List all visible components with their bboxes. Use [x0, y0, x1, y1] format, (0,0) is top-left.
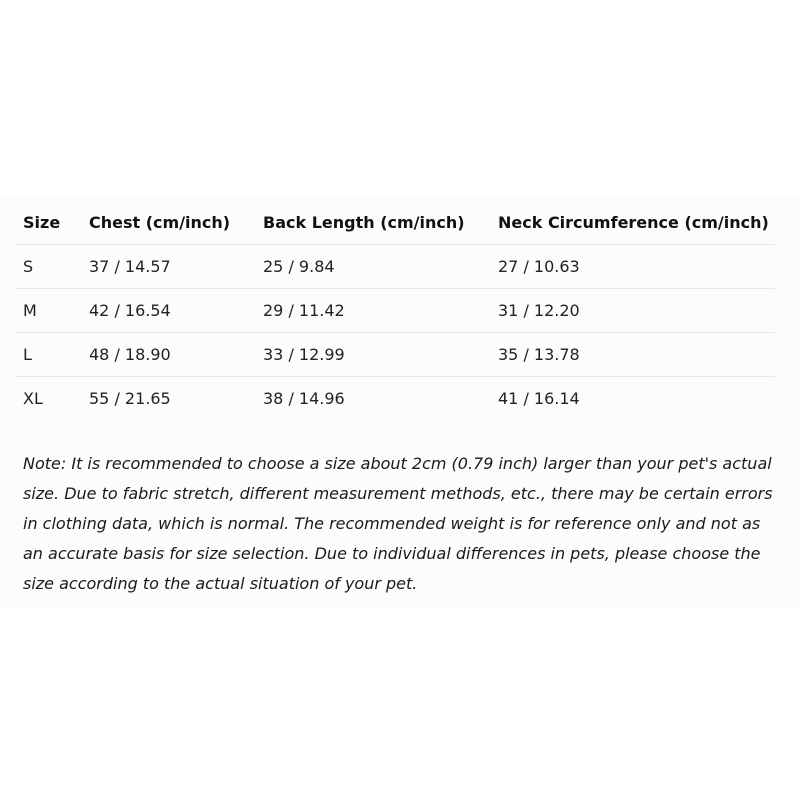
- table-header-row: [15, 201, 775, 245]
- cell-size: L: [15, 333, 81, 377]
- header-neck-circumference: Neck Circumference (cm/inch): [490, 201, 775, 245]
- table-row: [15, 333, 775, 377]
- size-note: Note: It is recommended to choose a size about 2cm (0.79 inch) larger than your pet's actual size. Due to fabric stretch, different measurement methods, etc., there may be certain errors in clothing data, which is normal. The recommended weight is for reference only and not as an accurate basis for size selection. Due to individual differences in pets, please choose the size according to the actual situation of your pet.: [23, 454, 773, 593]
- size-chart-panel: [0, 195, 800, 608]
- header-chest: Chest (cm/inch): [81, 201, 255, 245]
- cell-back-length: 33 / 12.99: [255, 333, 490, 377]
- header-size: Size: [15, 201, 81, 245]
- header-back-length: Back Length (cm/inch): [255, 201, 490, 245]
- cell-chest: 55 / 21.65: [89, 389, 171, 408]
- cell-neck-circumference: 35 / 13.78: [490, 333, 775, 377]
- cell-neck-circumference: 27 / 10.63: [490, 245, 775, 289]
- table-row: [15, 289, 775, 333]
- table-row: [15, 377, 775, 421]
- cell-back-length: 38 / 14.96: [263, 389, 345, 408]
- cell-size: S: [15, 245, 81, 289]
- table-row: [15, 245, 775, 289]
- cell-chest: 48 / 18.90: [81, 333, 255, 377]
- cell-back-length: 29 / 11.42: [255, 289, 490, 333]
- cell-chest: 37 / 14.57: [81, 245, 255, 289]
- cell-neck-circumference: 31 / 12.20: [490, 289, 775, 333]
- cell-neck-circumference: 41 / 16.14: [498, 389, 580, 408]
- cell-chest: 42 / 16.54: [81, 289, 255, 333]
- cell-size: M: [15, 289, 81, 333]
- cell-back-length: 25 / 9.84: [255, 245, 490, 289]
- cell-size: XL: [23, 389, 43, 408]
- size-chart-table: [15, 201, 775, 420]
